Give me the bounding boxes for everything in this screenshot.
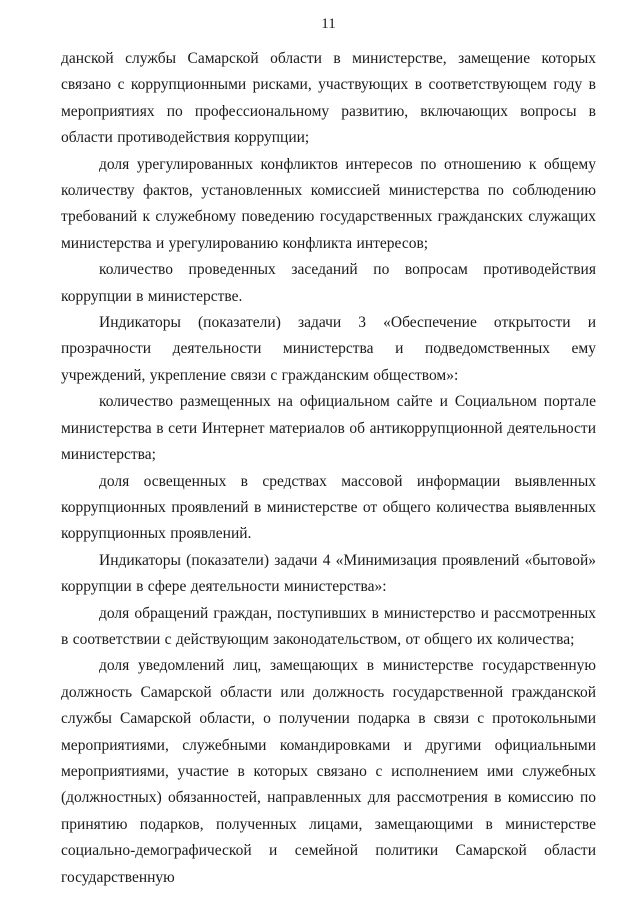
paragraph-task4-heading: Индикаторы (показатели) задачи 4 «Минимизация проявлений «бытовой» коррупции в сфере деятельности министерства»:: [61, 551, 596, 596]
page-number: 11: [321, 16, 336, 32]
paragraph-gift-notifications: доля уведомлений лиц, замещающих в министерстве государственную должность Самарской области или должность государственной гражданской службы Самарской области, о получении подарка в связи с протокольными мероприятиями, служебными командировками и другими официальными мероприятиями, участие в которых связано с исполнением ими служебных (должностных) обязанностей, направленных для рассмотрения в комиссию по принятию подарков, полученных лицами, замещающими в министерстве социально-демографической и семейной политики Самарской области государственную: [61, 657, 596, 886]
paragraph-appeals-share: доля обращений граждан, поступивших в министерство и рассмотренных в соответствии с действующим законодательством, от общего их количества;: [61, 604, 596, 648]
paragraph-continuation: данской службы Самарской области в министерстве, замещение которых связано с коррупционными рисками, участвующих в соответствующем году в мероприятиях по профессиональному развитию, включающих вопросы в области противодействия коррупции;: [61, 50, 596, 147]
paragraph-task3-heading: Индикаторы (показатели) задачи 3 «Обеспечение открытости и прозрачности деятельности министерства и подведомственных ему учреждений, укрепление связи с гражданским обществом»:: [61, 314, 596, 384]
paragraph-conflicts-share: доля урегулированных конфликтов интересов по отношению к общему количеству фактов, установленных комиссией министерства по соблюдению требований к служебному поведению государственных гражданских служащих министерства и урегулированию конфликта интересов;: [61, 155, 596, 252]
paragraph-media-share: доля освещенных в средствах массовой информации выявленных коррупционных проявлений в министерстве от общего количества выявленных коррупционных проявлений.: [61, 472, 596, 543]
paragraph-materials-count: количество размещенных на официальном сайте и Социальном портале министерства в сети Интернет материалов об антикоррупционной деятельности министерства;: [61, 393, 596, 464]
paragraph-meetings-count: количество проведенных заседаний по вопросам противодействия коррупции в министерстве.: [61, 261, 596, 305]
